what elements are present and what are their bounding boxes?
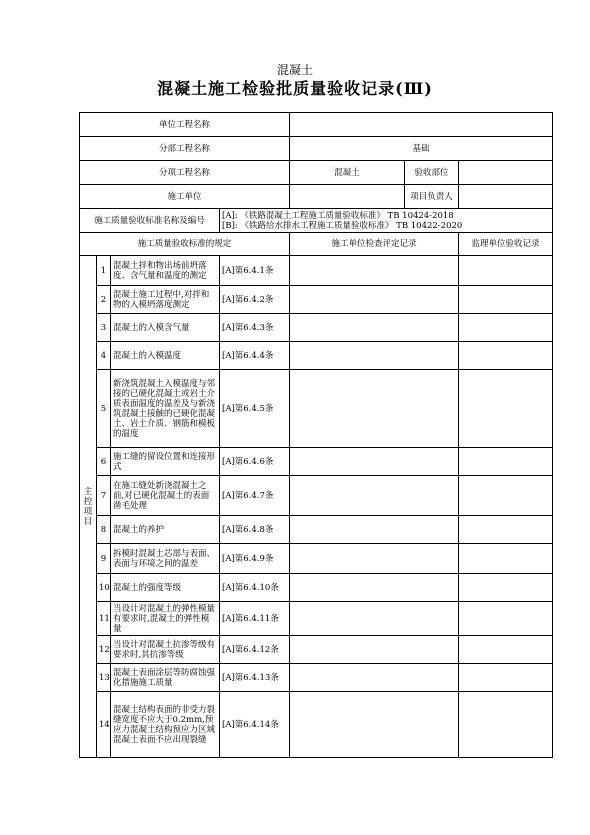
item-number: 3 [97, 314, 111, 342]
item-requirement: 混凝土拌和物出场前坍落度、含气量和温度的测定 [111, 256, 220, 286]
inspection-record-cell[interactable] [290, 602, 459, 636]
item-clause-ref: [A]第6.4.3条 [220, 314, 290, 342]
item-clause-ref: [A]第6.4.11条 [220, 602, 290, 636]
item-requirement: 当设计对混凝土的弹性模量有要求时,混凝土的弹性模量 [111, 602, 220, 636]
inspection-record-cell[interactable] [290, 692, 459, 758]
item-requirement: 新浇筑混凝土入模温度与邻接的已硬化混凝土或岩土介质表面温度的温差及与新浇筑混凝土接触的已硬化混凝土、岩土介质、钢筋和模板的温度 [111, 370, 220, 448]
category-label [80, 256, 97, 758]
inspection-record-cell[interactable] [290, 574, 459, 602]
item-requirement: 在施工缝处新浇混凝土之前,对已硬化混凝土的表面凿毛处理 [111, 476, 220, 516]
inspection-part-label: 验收部位 [405, 161, 459, 185]
item-requirement: 混凝土表面涂层等防腐蚀强化措施施工质量 [111, 664, 220, 692]
unit-project-value[interactable] [290, 113, 553, 137]
column-header-row [80, 233, 553, 256]
inspection-record-cell[interactable] [290, 370, 459, 448]
item-requirement: 混凝土的养护 [111, 516, 220, 544]
inspection-record-table [79, 112, 553, 758]
column-header-spec: 施工质量验收标准的规定 [80, 233, 290, 256]
item-number: 9 [97, 544, 111, 574]
item-clause-ref: [A]第6.4.5条 [220, 370, 290, 448]
standard-label: 施工质量验收标准名称及编号 [80, 209, 220, 233]
standard-b: [B]: 《铁路给水排水工程施工质量验收标准》 TB 10422-2020 [222, 220, 463, 231]
item-number: 8 [97, 516, 111, 544]
supervision-record-cell[interactable] [459, 574, 553, 602]
supervision-record-cell[interactable] [459, 544, 553, 574]
table-row [80, 342, 553, 370]
standard-a: [A]: 《铁路混凝土工程施工质量验收标准》 TB 10424-2018 [222, 210, 454, 221]
item-number: 6 [97, 448, 111, 476]
info-row-division [80, 137, 553, 161]
info-row-standard [80, 209, 553, 233]
table-row [80, 256, 553, 286]
division-value[interactable]: 基础 [290, 137, 553, 161]
inspection-record-cell[interactable] [290, 636, 459, 664]
table-row [80, 370, 553, 448]
item-clause-ref: [A]第6.4.8条 [220, 516, 290, 544]
subdivision-value[interactable]: 混凝土 [290, 161, 405, 185]
inspection-record-cell[interactable] [290, 664, 459, 692]
item-number: 11 [97, 602, 111, 636]
division-label: 分部工程名称 [80, 137, 290, 161]
subdivision-label: 分项工程名称 [80, 161, 290, 185]
item-clause-ref: [A]第6.4.10条 [220, 574, 290, 602]
supervision-record-cell[interactable] [459, 370, 553, 448]
table-row [80, 602, 553, 636]
item-number: 13 [97, 664, 111, 692]
category-text: 主控项目 [83, 486, 93, 527]
item-requirement: 当设计对混凝土抗渗等级有要求时,其抗渗等级 [111, 636, 220, 664]
table-row [80, 574, 553, 602]
inspection-record-cell[interactable] [290, 286, 459, 314]
inspection-record-cell[interactable] [290, 342, 459, 370]
item-number: 7 [97, 476, 111, 516]
item-requirement: 混凝土结构表面的非受力裂缝宽度不应大于0.2mm,预应力混凝土结构预应力区域混凝土表面不应出现裂缝 [111, 692, 220, 758]
item-number: 4 [97, 342, 111, 370]
item-clause-ref: [A]第6.4.9条 [220, 544, 290, 574]
supervision-record-cell[interactable] [459, 342, 553, 370]
project-leader-label: 项目负责人 [405, 185, 459, 209]
table-row [80, 636, 553, 664]
supervision-record-cell[interactable] [459, 692, 553, 758]
table-row [80, 664, 553, 692]
table-row [80, 544, 553, 574]
item-clause-ref: [A]第6.4.4条 [220, 342, 290, 370]
item-requirement: 混凝土的强度等级 [111, 574, 220, 602]
item-requirement: 混凝土施工过程中,对拌和物的入模坍落度测定 [111, 286, 220, 314]
item-requirement: 混凝土的入模温度 [111, 342, 220, 370]
item-number: 14 [97, 692, 111, 758]
item-number: 12 [97, 636, 111, 664]
item-requirement: 施工缝的留设位置和连接形式 [111, 448, 220, 476]
table-row [80, 692, 553, 758]
table-row [80, 286, 553, 314]
construction-unit-value[interactable] [290, 185, 405, 209]
item-requirement: 混凝土的入模含气量 [111, 314, 220, 342]
project-leader-value[interactable] [459, 185, 553, 209]
item-number: 1 [97, 256, 111, 286]
supervision-record-cell[interactable] [459, 664, 553, 692]
info-row-construction-unit [80, 185, 553, 209]
table-row [80, 516, 553, 544]
supervision-record-cell[interactable] [459, 602, 553, 636]
inspection-record-cell[interactable] [290, 476, 459, 516]
item-number: 10 [97, 574, 111, 602]
inspection-record-cell[interactable] [290, 256, 459, 286]
table-row [80, 448, 553, 476]
info-row-subdivision [80, 161, 553, 185]
construction-unit-label: 施工单位 [80, 185, 290, 209]
inspection-record-cell[interactable] [290, 544, 459, 574]
table-row [80, 314, 553, 342]
item-clause-ref: [A]第6.4.7条 [220, 476, 290, 516]
info-row-unit-project [80, 113, 553, 137]
unit-project-label: 单位工程名称 [80, 113, 290, 137]
supervision-record-cell[interactable] [459, 516, 553, 544]
supervision-record-cell[interactable] [459, 286, 553, 314]
supervision-record-cell[interactable] [459, 636, 553, 664]
item-requirement: 拆模时混凝土芯部与表面、表面与环境之间的温差 [111, 544, 220, 574]
item-clause-ref: [A]第6.4.13条 [220, 664, 290, 692]
supervision-record-cell[interactable] [459, 448, 553, 476]
inspection-record-cell[interactable] [290, 314, 459, 342]
column-header-supervision: 监理单位验收记录 [459, 233, 553, 256]
column-header-inspection: 施工单位检查评定记录 [290, 233, 459, 256]
item-number: 2 [97, 286, 111, 314]
item-number: 5 [97, 370, 111, 448]
form-title: 混凝土施工检验批质量验收记录(Ⅲ) [157, 79, 433, 98]
item-clause-ref: [A]第6.4.6条 [220, 448, 290, 476]
form-subtitle: 混凝土 [276, 63, 313, 77]
supervision-record-cell[interactable] [459, 476, 553, 516]
item-clause-ref: [A]第6.4.1条 [220, 256, 290, 286]
supervision-record-cell[interactable] [459, 256, 553, 286]
inspection-record-cell[interactable] [290, 448, 459, 476]
inspection-record-cell[interactable] [290, 516, 459, 544]
item-clause-ref: [A]第6.4.14条 [220, 692, 290, 758]
supervision-record-cell[interactable] [459, 314, 553, 342]
inspection-part-value[interactable] [459, 161, 553, 185]
item-clause-ref: [A]第6.4.12条 [220, 636, 290, 664]
table-row [80, 476, 553, 516]
standard-names [220, 209, 553, 233]
item-clause-ref: [A]第6.4.2条 [220, 286, 290, 314]
